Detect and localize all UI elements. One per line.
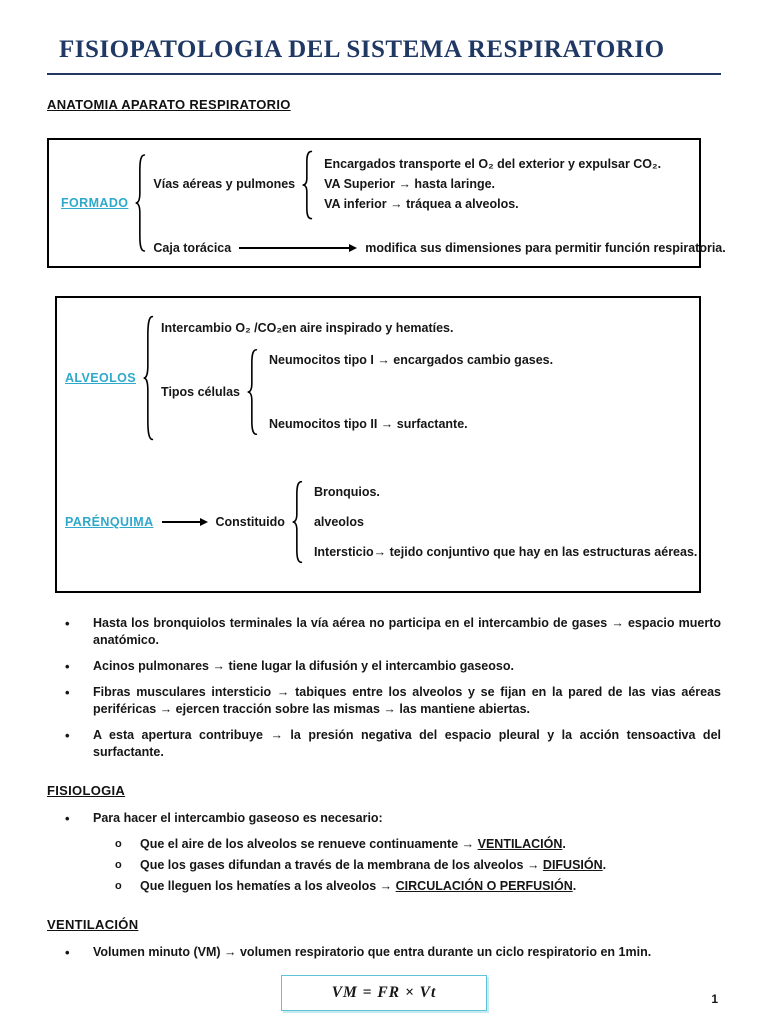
sub-bullet-item [47,836,721,853]
ventilacion-bullet-list [47,944,721,961]
arrow-icon [239,244,357,252]
title-block [47,36,721,75]
fisiologia-sub-list [47,836,721,895]
bullet-text: Volumen minuto (VM) → volumen respiratorio que entra durante un ciclo respiratorio en 1min. [93,945,652,959]
parenquima-items [314,484,697,561]
constituido-label: Constituido [215,514,285,529]
formado-row [61,150,726,257]
vias-aereas-row [153,150,725,220]
sub-bullet-prefix: Que los gases difundan a través de la membrana de los alveolos → [140,858,543,872]
bullet-text: Para hacer el intercambio gaseoso es necesario: [93,811,383,825]
sub-bullet-suffix: . [562,837,566,851]
diagram-line: Intersticio→ tejido conjuntivo que hay en las estructuras aéreas. [313,544,698,559]
sub-bullet-suffix: . [602,858,607,872]
bullet-item [47,615,721,649]
formula-box [281,975,487,1011]
curly-brace-icon [301,150,314,220]
anatomia-bullet-list [47,615,721,761]
bullet-text: Hasta los bronquiolos terminales la vía aérea no participa en el intercambio de gases → espacio muerto anatómico. [93,616,721,647]
caja-toracica-row [153,240,725,257]
parenquima-label: PARÉNQUIMA [65,515,154,529]
neumocito-1-line: Neumocitos tipo I → encargados cambio gases. [269,352,554,367]
curly-brace-icon [134,153,147,253]
diagram-line: VA inferior → tráquea a alveolos. [324,197,519,211]
ventilacion-term: VENTILACIÓN [477,837,563,851]
vias-aereas-items [324,156,661,213]
bullet-item [47,658,721,675]
parenquima-row [65,480,698,564]
formula-text: VM = FR × Vt [331,984,437,1001]
alveolos-content [161,320,553,436]
heading-fisiologia: FISIOLOGIA [47,783,126,798]
bullet-item [47,944,721,961]
heading-ventilacion: VENTILACIÓN [47,917,139,932]
bullet-text: Acinos pulmonares → tiene lugar la difusión y el intercambio gaseoso. [93,659,514,673]
curly-brace-icon [246,348,259,436]
alveolos-row [65,314,691,442]
sub-bullet-prefix: Que lleguen los hematíes a los alveolos → [140,879,396,893]
formado-label: FORMADO [61,196,129,210]
alveolos-label: ALVEOLOS [65,371,137,385]
formado-branches [153,150,725,257]
caja-toracica-text: modifica sus dimensiones para permitir función respiratoria. [365,240,726,255]
sub-bullet-suffix: . [572,879,577,893]
sub-bullet-item [47,857,721,874]
diagram-line: alveolos [313,514,364,529]
caja-toracica-label: Caja torácica [153,240,232,255]
tipos-celulas-row [161,348,553,436]
curly-brace-icon [291,480,304,564]
bullet-item [47,684,721,718]
bullet-item [47,810,721,827]
alveolos-parenquima-diagram-box [55,296,701,593]
arrow-icon [162,518,208,526]
intercambio-line: Intercambio O₂ /CO₂en aire inspirado y hematíes. [161,321,454,335]
difusion-term: DIFUSIÓN [542,858,603,872]
perfusion-term: CIRCULACIÓN O PERFUSIÓN [395,879,573,893]
sub-bullet-prefix: Que el aire de los alveolos se renueve continuamente → [140,837,478,851]
bullet-item [47,727,721,761]
neumocito-2-line: Neumocitos tipo II → surfactante. [269,416,468,431]
bullet-text: A esta apertura contribuye → la presión negativa del espacio pleural y la acción tensoactiva del surfactante. [93,728,721,759]
diagram-line: VA Superior → hasta laringe. [324,177,496,191]
diagram-line: Bronquios. [313,484,380,499]
bullet-text: Fibras musculares intersticio → tabiques entre los alveolos y se fijan en la pared de las vias aéreas periféricas → ejercen tracción sobre las mismas → las mantiene abiertas. [93,685,721,716]
tipos-celulas-label: Tipos células [161,384,240,399]
page-title: FISIOPATOLOGIA DEL SISTEMA RESPIRATORIO [59,36,665,63]
neumocitos-items [269,352,553,433]
fisiologia-bullet-list [47,810,721,827]
curly-brace-icon [142,314,155,442]
formado-diagram-box [47,138,726,268]
diagram-line: Encargados transporte el O₂ del exterior y expulsar CO₂. [324,157,662,171]
heading-anatomia: ANATOMIA APARATO RESPIRATORIO [47,97,291,112]
sub-bullet-item [47,878,721,895]
vias-aereas-label: Vías aéreas y pulmones [153,177,296,191]
page-number: 1 [711,992,718,1006]
